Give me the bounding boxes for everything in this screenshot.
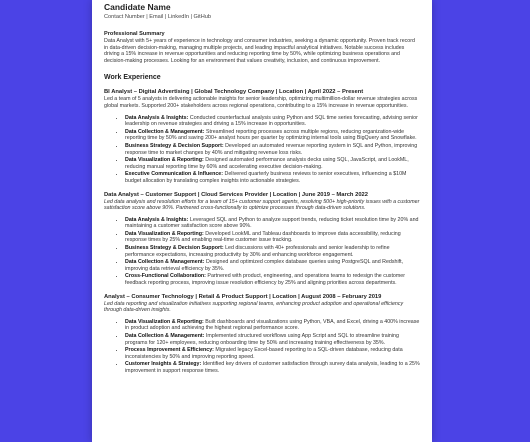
bullet-item [125, 171, 420, 184]
bullet-item [125, 361, 420, 374]
bullet-label: Executive Communication & Influence: [125, 171, 224, 178]
job-entry [104, 294, 420, 375]
bullet-text: Delivered quarterly business reviews to senior executives, influencing a $10M budget allocation by translating complex insights into actionable strategies. [125, 171, 407, 184]
job-title: BI Analyst – Digital Advertising | Global Technology Company | Location | April 2022 – Present [104, 89, 364, 96]
job-description: Led data analysis and resolution efforts for a team of 15+ customer support agents, resolving 500+ high-priority issues with a customer satisfaction score above 90%. Partnered cross-functionally to optimize processes through data-driven solutions. [104, 198, 420, 212]
work-experience-heading: Work Experience [104, 74, 161, 82]
resume-page [92, 0, 432, 442]
summary-heading: Professional Summary [104, 31, 165, 37]
bullet-label: Data Collection & Management: [125, 128, 205, 135]
job-bullets [104, 115, 420, 185]
bullet-item [125, 129, 420, 142]
bullet-text: Migrated legacy Excel-based reporting to a SQL-driven database, reducing data inconsistencies by 50% and improving reporting speed. [125, 347, 403, 360]
bullet-item [125, 333, 420, 346]
bullet-item [125, 217, 420, 230]
bullet-text: Developed an automated revenue reporting system in SQL and Python, improving response time to market changes by 40% and mitigating revenue loss risks. [125, 142, 418, 156]
job-title: Data Analyst – Customer Support | Cloud Services Provider | Location | June 2019 – March 2022 [104, 191, 368, 198]
resume-content [92, 0, 432, 375]
bullet-label: Business Strategy & Decision Support: [125, 142, 224, 149]
job-description: Led a team of 5 analysts in delivering actionable insights for senior leadership, optimizing multimillion-dollar revenue strategies across global markets. Supported 200+ stakeholders across regional operations, contributing to a 15% increase in revenue opportunities. [104, 96, 418, 109]
job-bullets [104, 319, 420, 375]
bullet-label: Process Improvement & Efficiency: [125, 347, 214, 354]
bullet-label: Cross-Functional Collaboration: [125, 273, 206, 280]
bullet-text: Leveraged SQL and Python to analyze support trends, reducing ticket resolution time by 20% and maintaining a customer satisfaction score above 90%. [125, 216, 419, 230]
bullet-text: Conducted counterfactual analysis using Python and SQL time series forecasting, advising senior leadership on revenue strategies and driving a 15% increase in opportunities. [125, 114, 418, 128]
bullet-item [125, 259, 420, 272]
bullet-item [125, 115, 420, 128]
bullet-item [125, 143, 420, 156]
bullet-label: Data Analysis & Insights: [125, 114, 189, 121]
bullet-label: Data Analysis & Insights: [125, 216, 189, 223]
bullet-label: Business Strategy & Decision Support: [125, 245, 224, 252]
bullet-text: Developed LookML and Tableau dashboards to improve data accessibility, reducing response times by 25% and enabling real-time customer issue tracking. [125, 230, 401, 244]
bullet-label: Data Collection & Management: [125, 259, 205, 266]
bullet-label: Data Collection & Management: [125, 333, 205, 339]
bullet-item [125, 231, 420, 244]
job-description: Led data reporting and visualization initiatives supporting regional teams, enhancing product adoption and operational efficiency through data-driven insights. [104, 300, 404, 314]
candidate-name: Candidate Name [104, 2, 171, 12]
contact-line: Contact Number | Email | LinkedIn | GitHub [104, 14, 211, 20]
job-title: Analyst – Consumer Technology | Retail & Product Support | Location | August 2008 – February 2019 [104, 293, 382, 300]
bullet-text: Partnered with product, engineering, and operations teams to redesign the customer feedback reporting process, improving issue resolution efficiency by 25% and aligning priorities across departments. [125, 273, 405, 287]
job-entry [104, 89, 420, 184]
job-entry [104, 192, 420, 287]
job-bullets [104, 217, 420, 287]
bullet-label: Data Visualization & Reporting: [125, 157, 204, 164]
bullet-text: Streamlined reporting processes across multiple regions, reducing organization-wide reporting time by 50% and saving 200+ analyst hours per quarter by optimizing internal tools using BigQuery and Snowflake. [125, 128, 417, 142]
bullet-label: Data Visualization & Reporting: [125, 230, 204, 237]
bullet-text: Designed and optimized complex database queries using PostgreSQL and Redshift, improving data retrieval efficiency by 35%. [125, 259, 404, 272]
bullet-text: Designed automated performance analysis decks using SQL, JavaScript, and LookML, reducing manual reporting time by 60% and accelerating executive decision-making. [125, 157, 409, 170]
bullet-text: Built dashboards and visualizations using Python, VBA, and Excel, driving a 400% increase in product adoption and achieving the highest regional performance score. [125, 318, 420, 332]
summary-text: Data Analyst with 5+ years of experience in technology and consumer industries, seeking a dynamic opportunity. Proven track record in data-driven decision-making, managing multiple projects, and leading impactful analytical initiatives. Notable success includes driving a 15% increase in revenue opportunities and reducing reporting time by 50%, while optimizing business operations and decision-making processes. Looking for an environment that values creativity, inclusion, and continuous improvement. [104, 38, 415, 64]
bullet-item [125, 347, 420, 360]
bullet-item [125, 245, 420, 258]
bullet-item [125, 157, 420, 170]
bullet-item [125, 319, 420, 332]
bullet-text: Implemented structured workflows using App Script and SQL to streamline training programs for 120+ employees, reducing onboarding time by 50% and increasing training effectiveness by 35%. [125, 333, 399, 346]
bullet-text: Identified key drivers of customer satisfaction through survey data analysis, leading to a 25% improvement in support response times. [125, 361, 420, 374]
bullet-label: Customer Insights & Strategy: [125, 361, 202, 368]
bullet-item [125, 273, 420, 286]
bullet-label: Data Visualization & Reporting: [125, 318, 204, 325]
bullet-text: Led discussions with 40+ professionals and senior leadership to refine performance expectations, increasing productivity by 30% and enhancing workforce engagement. [125, 245, 390, 258]
